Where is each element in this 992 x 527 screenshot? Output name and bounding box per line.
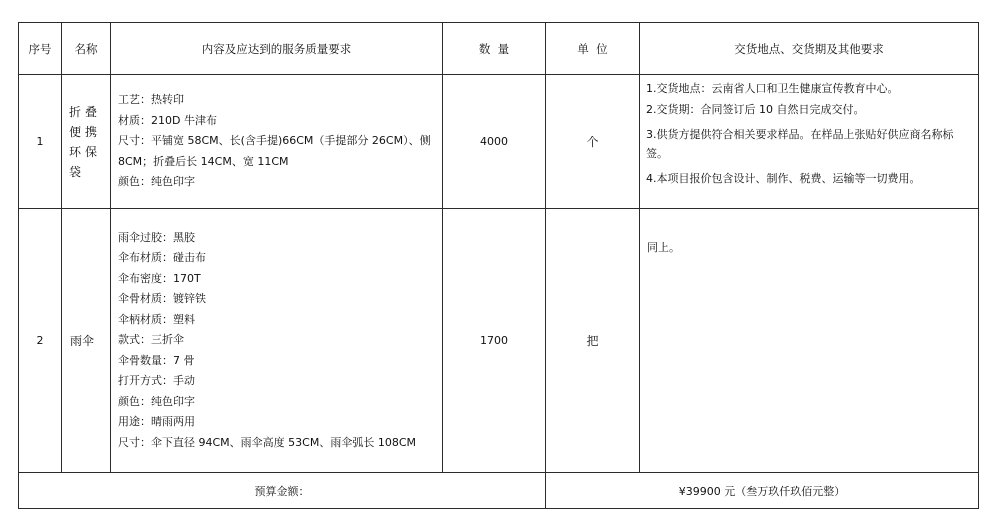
header-unit: 单 位 bbox=[546, 23, 640, 75]
budget-label: 预算金额： bbox=[19, 473, 546, 509]
row-quantity: 1700 bbox=[443, 209, 546, 473]
note-line: 1.交货地点：云南省人口和卫生健康宣传教育中心。 bbox=[646, 82, 899, 95]
spec-line: 伞骨材质：镀锌铁 bbox=[118, 292, 206, 306]
spec-line: 材质：210D 牛津布 bbox=[118, 113, 217, 127]
spec-line: 伞布密度：170T bbox=[118, 271, 201, 285]
row-name: 雨伞 bbox=[62, 209, 111, 473]
spec-line: 款式：三折伞 bbox=[118, 333, 184, 347]
note-line: 3.供货方提供符合相关要求样品。在样品上张贴好供应商名称标签。 bbox=[646, 128, 954, 160]
spec-line: 雨伞过胶：黑胶 bbox=[118, 230, 195, 244]
row-spec bbox=[111, 75, 443, 209]
row-name: 折叠便携环保袋 bbox=[69, 104, 102, 179]
spec-line: 伞骨数量：7 骨 bbox=[118, 353, 195, 367]
row-notes bbox=[640, 75, 979, 209]
spec-line: 尺寸：平铺宽 58CM、长(含手提)66CM（手提部分 26CM）、侧 8CM；折叠后长 14CM、宽 11CM bbox=[118, 134, 431, 168]
row-unit: 个 bbox=[546, 75, 640, 209]
header-requirements: 内容及应达到的服务质量要求 bbox=[111, 23, 443, 75]
header-delivery: 交货地点、交货期及其他要求 bbox=[640, 23, 979, 75]
budget-row bbox=[19, 473, 979, 509]
header-quantity: 数 量 bbox=[443, 23, 546, 75]
spec-line: 用途：晴雨两用 bbox=[118, 415, 195, 429]
row-notes: 同上。 bbox=[640, 209, 979, 473]
spec-line: 颜色：纯色印字 bbox=[118, 394, 195, 408]
header-row bbox=[19, 23, 979, 75]
header-name: 名称 bbox=[62, 23, 111, 75]
note-line: 4.本项目报价包含设计、制作、税费、运输等一切费用。 bbox=[646, 172, 921, 185]
row-unit: 把 bbox=[546, 209, 640, 473]
table-row bbox=[19, 209, 979, 473]
row-quantity: 4000 bbox=[443, 75, 546, 209]
spec-line: 伞布材质：碰击布 bbox=[118, 251, 206, 265]
header-seq: 序号 bbox=[19, 23, 62, 75]
spec-line: 尺寸：伞下直径 94CM、雨伞高度 53CM、雨伞弧长 108CM bbox=[118, 435, 416, 449]
spec-line: 颜色：纯色印字 bbox=[118, 175, 195, 189]
spec-line: 打开方式：手动 bbox=[118, 374, 195, 388]
spec-line: 工艺：热转印 bbox=[118, 93, 184, 107]
row-seq: 2 bbox=[19, 209, 62, 473]
note-line: 2.交货期：合同签订后 10 自然日完成交付。 bbox=[646, 103, 865, 116]
spec-table bbox=[18, 22, 979, 509]
table-row bbox=[19, 75, 979, 209]
row-seq: 1 bbox=[19, 75, 62, 209]
budget-value: ¥39900 元（叁万玖仟玖佰元整） bbox=[546, 473, 979, 509]
row-spec bbox=[111, 209, 443, 473]
spec-line: 伞柄材质：塑料 bbox=[118, 312, 195, 326]
row-name-cell bbox=[62, 75, 111, 209]
